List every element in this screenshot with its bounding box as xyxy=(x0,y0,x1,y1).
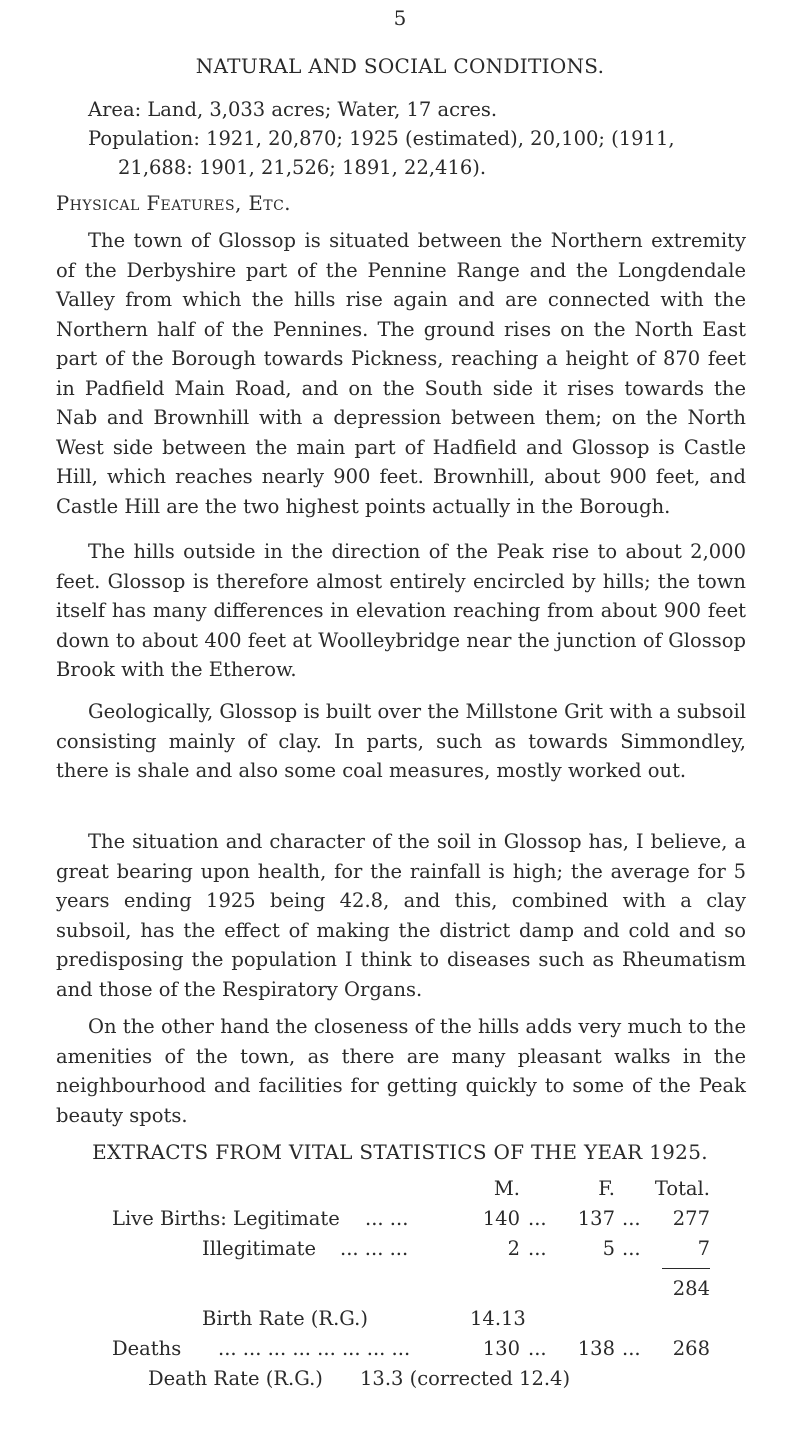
death-rate: 13.3 (corrected 12.4) xyxy=(360,1367,571,1390)
illegit-total: 7 xyxy=(697,1237,710,1260)
total-rule xyxy=(662,1268,710,1269)
page-number: 5 xyxy=(393,6,407,30)
col-header-f: F. xyxy=(598,1177,615,1200)
population-line-1: Population: 1921, 20,870; 1925 (estimated), 20,100; (1911, xyxy=(88,127,675,150)
page-heading: NATURAL AND SOCIAL CONDITIONS. xyxy=(195,54,605,78)
stats-heading: EXTRACTS FROM VITAL STATISTICS OF THE YEAR 1925. xyxy=(92,1140,708,1164)
illegit-m: 2 xyxy=(507,1237,520,1260)
paragraph-physical: The town of Glossop is situated between the Northern extremity of the Derbyshire part of the Pennine Range and the Longdendale Valley from which the hills rise again and are connected with the Northern half of the Pennines. The ground rises on the North East part of the Borough towards Pickness, reaching a height of 870 feet in Padfield Main Road, and on the South side it rises towards the Nab and Brownhill with a depression between them; on the North West side between the main part of Hadfield and Glossop is Castle Hill, which reaches nearly 900 feet. Brownhill, about 900 feet, and Castle Hill are the two highest points actually in the Borough. xyxy=(56,229,746,518)
legit-m: 140 xyxy=(482,1207,520,1230)
sep-1: ... xyxy=(528,1207,547,1230)
live-births-label: Live Births: Legitimate xyxy=(112,1207,340,1230)
area-line: Area: Land, 3,033 acres; Water, 17 acres. xyxy=(88,98,498,121)
sep-6: ... xyxy=(622,1337,641,1360)
paragraph-hills: The hills outside in the direction of the Peak rise to about 2,000 feet. Glossop is therefore almost entirely encircled by hills; the town itself has many differences in elevation reaching from about 900 feet down to about 400 feet at Woolleybridge near the junction of Glossop Brook with the Etherow. xyxy=(56,540,746,681)
illegit-f: 5 xyxy=(602,1237,615,1260)
illegit-label: Illegitimate xyxy=(202,1237,317,1260)
col-header-total: Total. xyxy=(654,1177,710,1200)
deaths-label: Deaths xyxy=(112,1337,182,1360)
sep-3: ... xyxy=(528,1237,547,1260)
legit-dots: ... ... xyxy=(365,1207,409,1230)
birth-rate: 14.13 xyxy=(470,1307,526,1330)
population-line-2: 21,688: 1901, 21,526; 1891, 22,416). xyxy=(118,156,487,179)
sep-5: ... xyxy=(528,1337,547,1360)
deaths-total: 268 xyxy=(672,1337,710,1360)
illegit-dots: ... ... ... xyxy=(340,1237,409,1260)
deaths-m: 130 xyxy=(482,1337,520,1360)
sep-4: ... xyxy=(622,1237,641,1260)
section-heading: Physical Features, Etc. xyxy=(56,192,291,215)
paragraph-amenities: On the other hand the closeness of the hills adds very much to the amenities of the town, as there are many pleasant walks in the neighbourhood and facilities for getting quickly to some of the Peak beauty spots. xyxy=(56,1015,746,1127)
sep-2: ... xyxy=(622,1207,641,1230)
col-header-m: M. xyxy=(493,1177,520,1200)
death-rate-label: Death Rate (R.G.) xyxy=(148,1367,323,1390)
paragraph-geology: Geologically, Glossop is built over the Millstone Grit with a subsoil consisting mainly of clay. In parts, such as towards Simmondley, there is shale and also some coal measures, mostly worked out. xyxy=(56,700,746,782)
birth-rate-label: Birth Rate (R.G.) xyxy=(202,1307,368,1330)
legit-total: 277 xyxy=(672,1207,710,1230)
births-total: 284 xyxy=(672,1277,710,1300)
deaths-f: 138 xyxy=(577,1337,615,1360)
paragraph-soil: The situation and character of the soil in Glossop has, I believe, a great bearing upon health, for the rainfall is high; the average for 5 years ending 1925 being 42.8, and this, combined with a clay subsoil, has the effect of making the district damp and cold and so predisposing the population I think to diseases such as Rheumatism and those of the Respiratory Organs. xyxy=(56,830,746,1001)
legit-f: 137 xyxy=(577,1207,615,1230)
deaths-dots: ... ... ... ... ... ... ... ... xyxy=(218,1337,411,1360)
